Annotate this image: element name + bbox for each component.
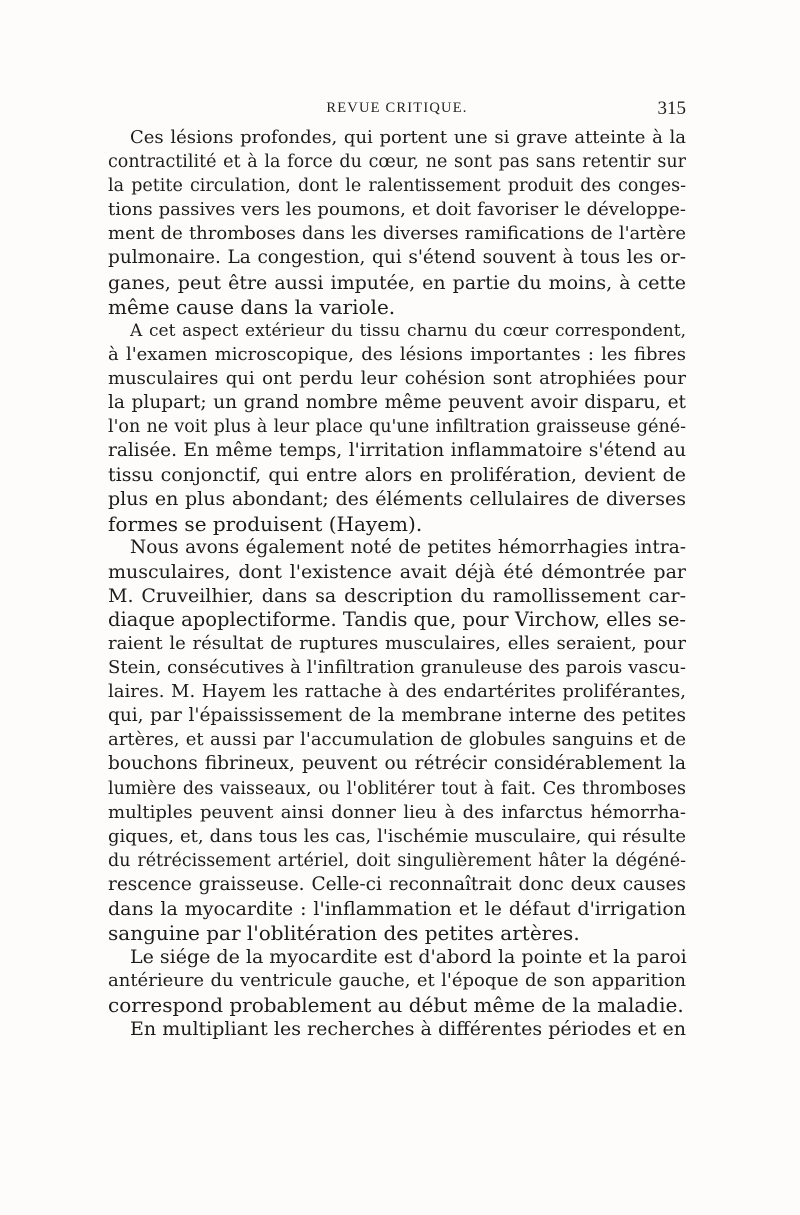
text-line: En multipliant les recherches à différentes périodes et en bbox=[130, 1018, 686, 1041]
text-line: l'on ne voit plus à leur place qu'une infiltration graisseuse géné- bbox=[108, 417, 686, 438]
text-line: lumière des vaisseaux, ou l'oblitérer tout à fait. Ces thromboses bbox=[108, 778, 686, 799]
text-line: à l'examen microscopique, des lésions importantes : les fibres bbox=[108, 343, 686, 365]
text-line: formes se produisent (Hayem). bbox=[108, 511, 423, 536]
text-line: multiples peuvent ainsi donner lieu à des infarctus hémorrha- bbox=[108, 801, 686, 823]
text-line: correspond probablement au début même de la maladie. bbox=[108, 993, 684, 1018]
text-line: tissu conjonctif, qui entre alors en prolifération, devient de bbox=[108, 464, 686, 487]
text-line: Ces lésions profondes, qui portent une si grave atteinte à la bbox=[130, 127, 686, 148]
text-line: A cet aspect extérieur du tissu charnu du cœur correspondent, bbox=[130, 320, 686, 341]
text-line: antérieure du ventricule gauche, et l'époque de son apparition bbox=[108, 970, 686, 992]
text-line: la plupart; un grand nombre même peuvent avoir disparu, et bbox=[108, 392, 686, 414]
text-line: rescence graisseuse. Celle-ci reconnaîtrait donc deux causes bbox=[108, 873, 686, 895]
text-line: ment de thromboses dans les diverses ramifications de l'artère bbox=[108, 223, 686, 245]
text-line: ralisée. En même temps, l'irritation inflammatoire s'étend au bbox=[108, 440, 686, 462]
text-line: raient le résultat de ruptures musculaires, elles seraient, pour bbox=[108, 632, 686, 654]
text-line: M. Cruveilhier, dans sa description du ramollissement car- bbox=[108, 584, 686, 607]
text-line: tions passives vers les poumons, et doit favoriser le développe- bbox=[108, 199, 686, 221]
running-title: REVUE CRITIQUE. bbox=[326, 100, 468, 116]
text-line: pulmonaire. La congestion, qui s'étend souvent à tous les or- bbox=[108, 247, 686, 269]
text-line: musculaires, dont l'existence avait déjà été démontrée par bbox=[108, 560, 686, 583]
text-line: dans la myocardite : l'inflammation et le défaut d'irrigation bbox=[108, 898, 686, 920]
text-line: ganes, peut être aussi imputée, en partie du moins, à cette bbox=[108, 271, 686, 294]
text-line: la petite circulation, dont le ralentissement produit des conges- bbox=[108, 176, 686, 197]
text-line: giques, et, dans tous les cas, l'ischémie musculaire, qui résulte bbox=[108, 825, 686, 847]
text-line: du rétrécissement artériel, doit singulièrement hâter la dégéné- bbox=[108, 850, 686, 871]
text-line: plus en plus abondant; des éléments cellulaires de diverses bbox=[108, 488, 686, 511]
text-line: laires. M. Hayem les rattache à des endartérites proliférantes, bbox=[108, 681, 686, 703]
body-text bbox=[108, 126, 686, 1042]
text-line: contractilité et à la force du cœur, ne sont pas sans retentir sur bbox=[108, 152, 686, 173]
text-line: sanguine par l'oblitération des petites artères. bbox=[108, 921, 580, 946]
text-line: qui, par l'épaississement de la membrane interne des petites bbox=[108, 705, 686, 727]
running-head bbox=[108, 100, 686, 122]
text-line: musculaires qui ont perdu leur cohésion sont atrophiées pour bbox=[108, 367, 686, 389]
text-line: Nous avons également noté de petites hémorrhagies intra- bbox=[130, 536, 686, 558]
page-number: 315 bbox=[657, 98, 686, 119]
text-line: Le siége de la myocardite est d'abord la pointe et la paroi bbox=[130, 946, 687, 969]
text-line: diaque apoplectiforme. Tandis que, pour Virchow, elles se- bbox=[108, 607, 687, 631]
text-line: bouchons fibrineux, peuvent ou rétrécir considérablement la bbox=[108, 753, 686, 775]
text-line: même cause dans la variole. bbox=[108, 294, 396, 319]
text-line: artères, et aussi par l'accumulation de globules sanguins et de bbox=[108, 729, 686, 751]
text-line: Stein, consécutives à l'infiltration granuleuse des parois vascu- bbox=[108, 657, 686, 679]
